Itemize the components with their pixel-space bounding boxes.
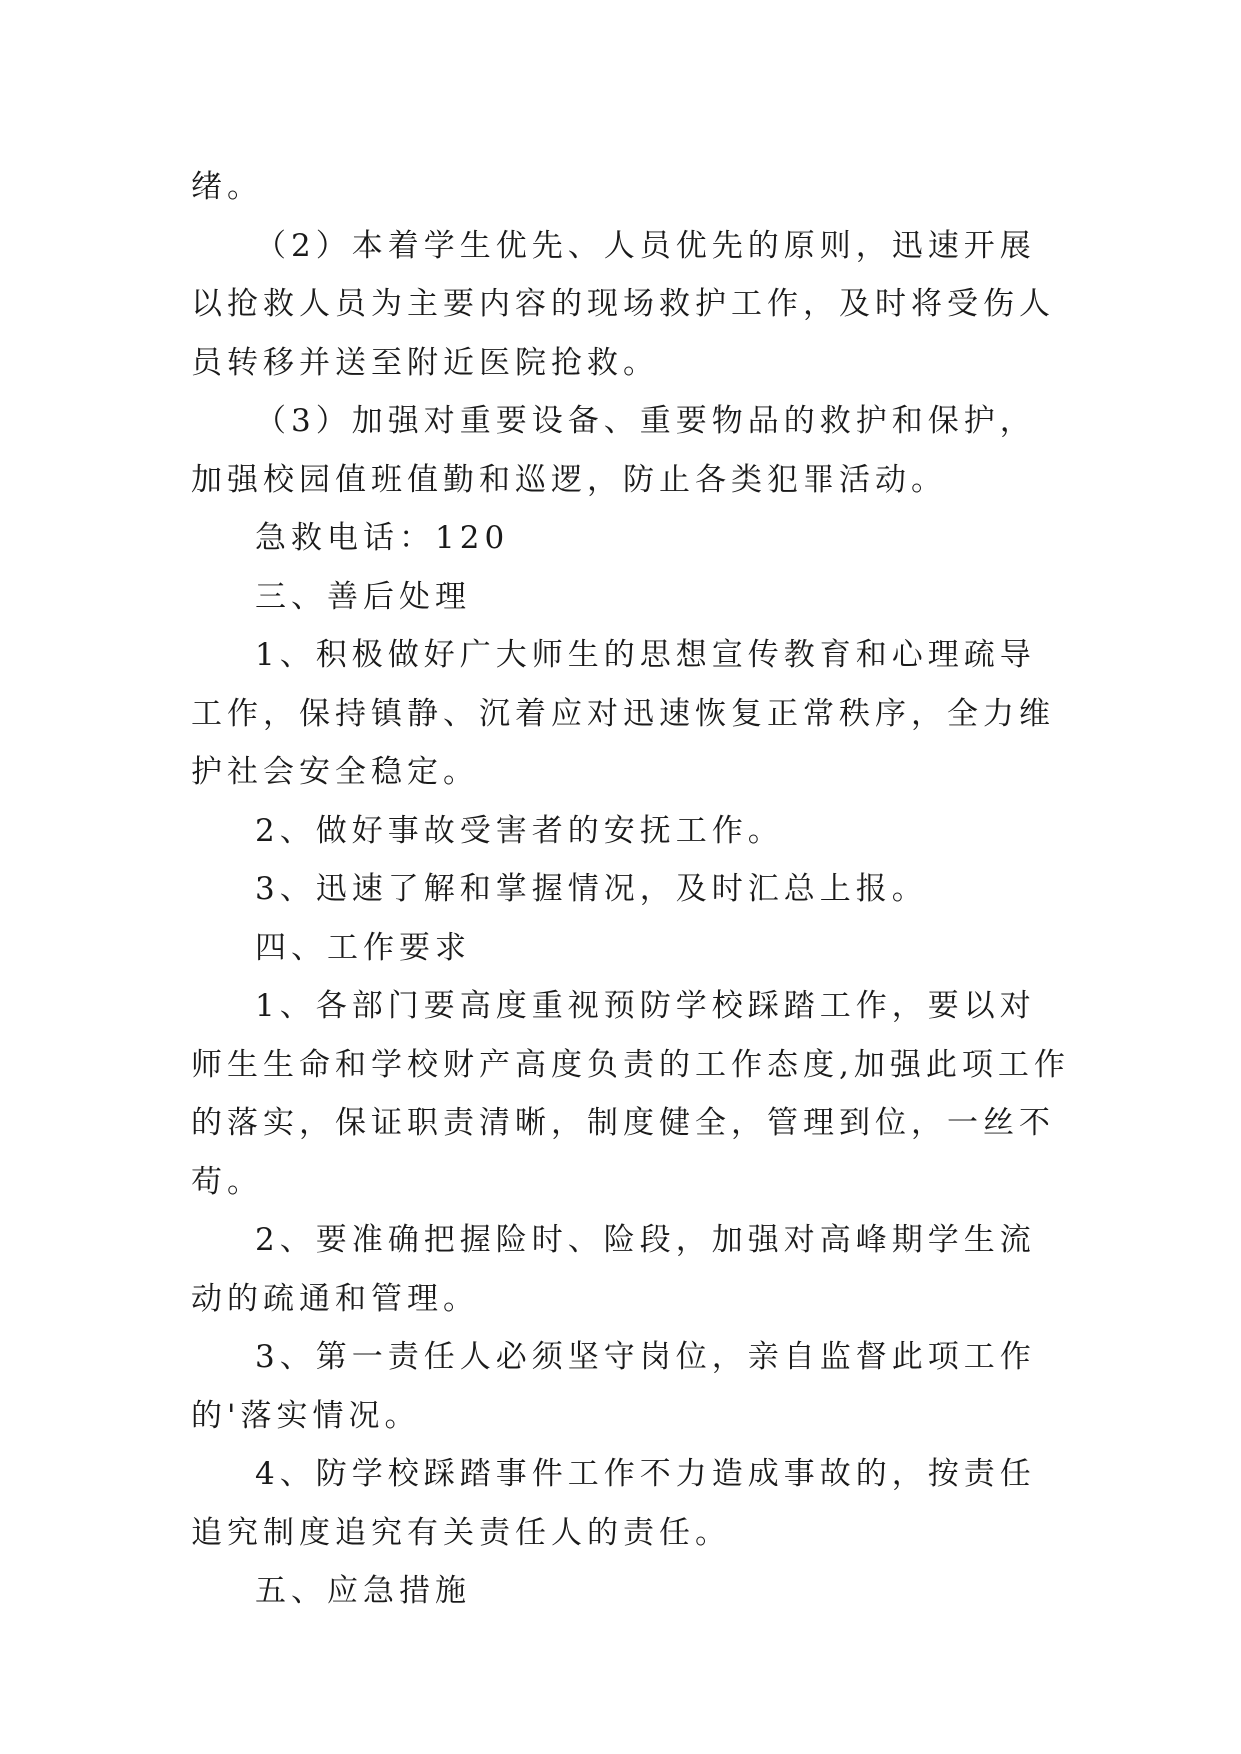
paragraph-continuation: 绪。 [191,169,263,205]
requirement-item-4: 4、防学校踩踏事件工作不力造成事故的，按责任追究制度追究有关责任人的责任。 [191,1456,1036,1551]
requirement-item-2: 2、要准确把握险时、险段，加强对高峰期学生流动的疏通和管理。 [191,1222,1036,1317]
section-heading-emergency-measures: 五、应急措施 [255,1573,471,1609]
emergency-phone: 急救电话：120 [255,520,510,556]
paragraph-item-3: （3）加强对重要设备、重要物品的救护和保护，加强校园值班值勤和巡逻，防止各类犯罪活动。 [191,403,1036,498]
aftermath-item-1: 1、积极做好广大师生的思想宣传教育和心理疏导工作，保持镇静、沉着应对迅速恢复正常秩序，全力维护社会安全稳定。 [191,637,1055,790]
requirement-item-3: 3、第一责任人必须坚守岗位，亲自监督此项工作的'落实情况。 [191,1339,1036,1434]
document-body [191,158,1071,1621]
requirement-item-1: 1、各部门要高度重视预防学校踩踏工作，要以对师生生命和学校财产高度负责的工作态度,加强此项工作的落实，保证职责清晰，制度健全，管理到位，一丝不苟。 [191,988,1070,1200]
aftermath-item-2: 2、做好事故受害者的安抚工作。 [255,812,784,849]
paragraph-item-2: （2）本着学生优先、人员优先的原则，迅速开展以抢救人员为主要内容的现场救护工作，及时将受伤人员转移并送至附近医院抢救。 [191,227,1055,381]
aftermath-item-3: 3、迅速了解和掌握情况，及时汇总上报。 [255,871,928,907]
section-heading-aftermath: 三、善后处理 [255,578,471,615]
section-heading-requirements: 四、工作要求 [255,929,471,966]
